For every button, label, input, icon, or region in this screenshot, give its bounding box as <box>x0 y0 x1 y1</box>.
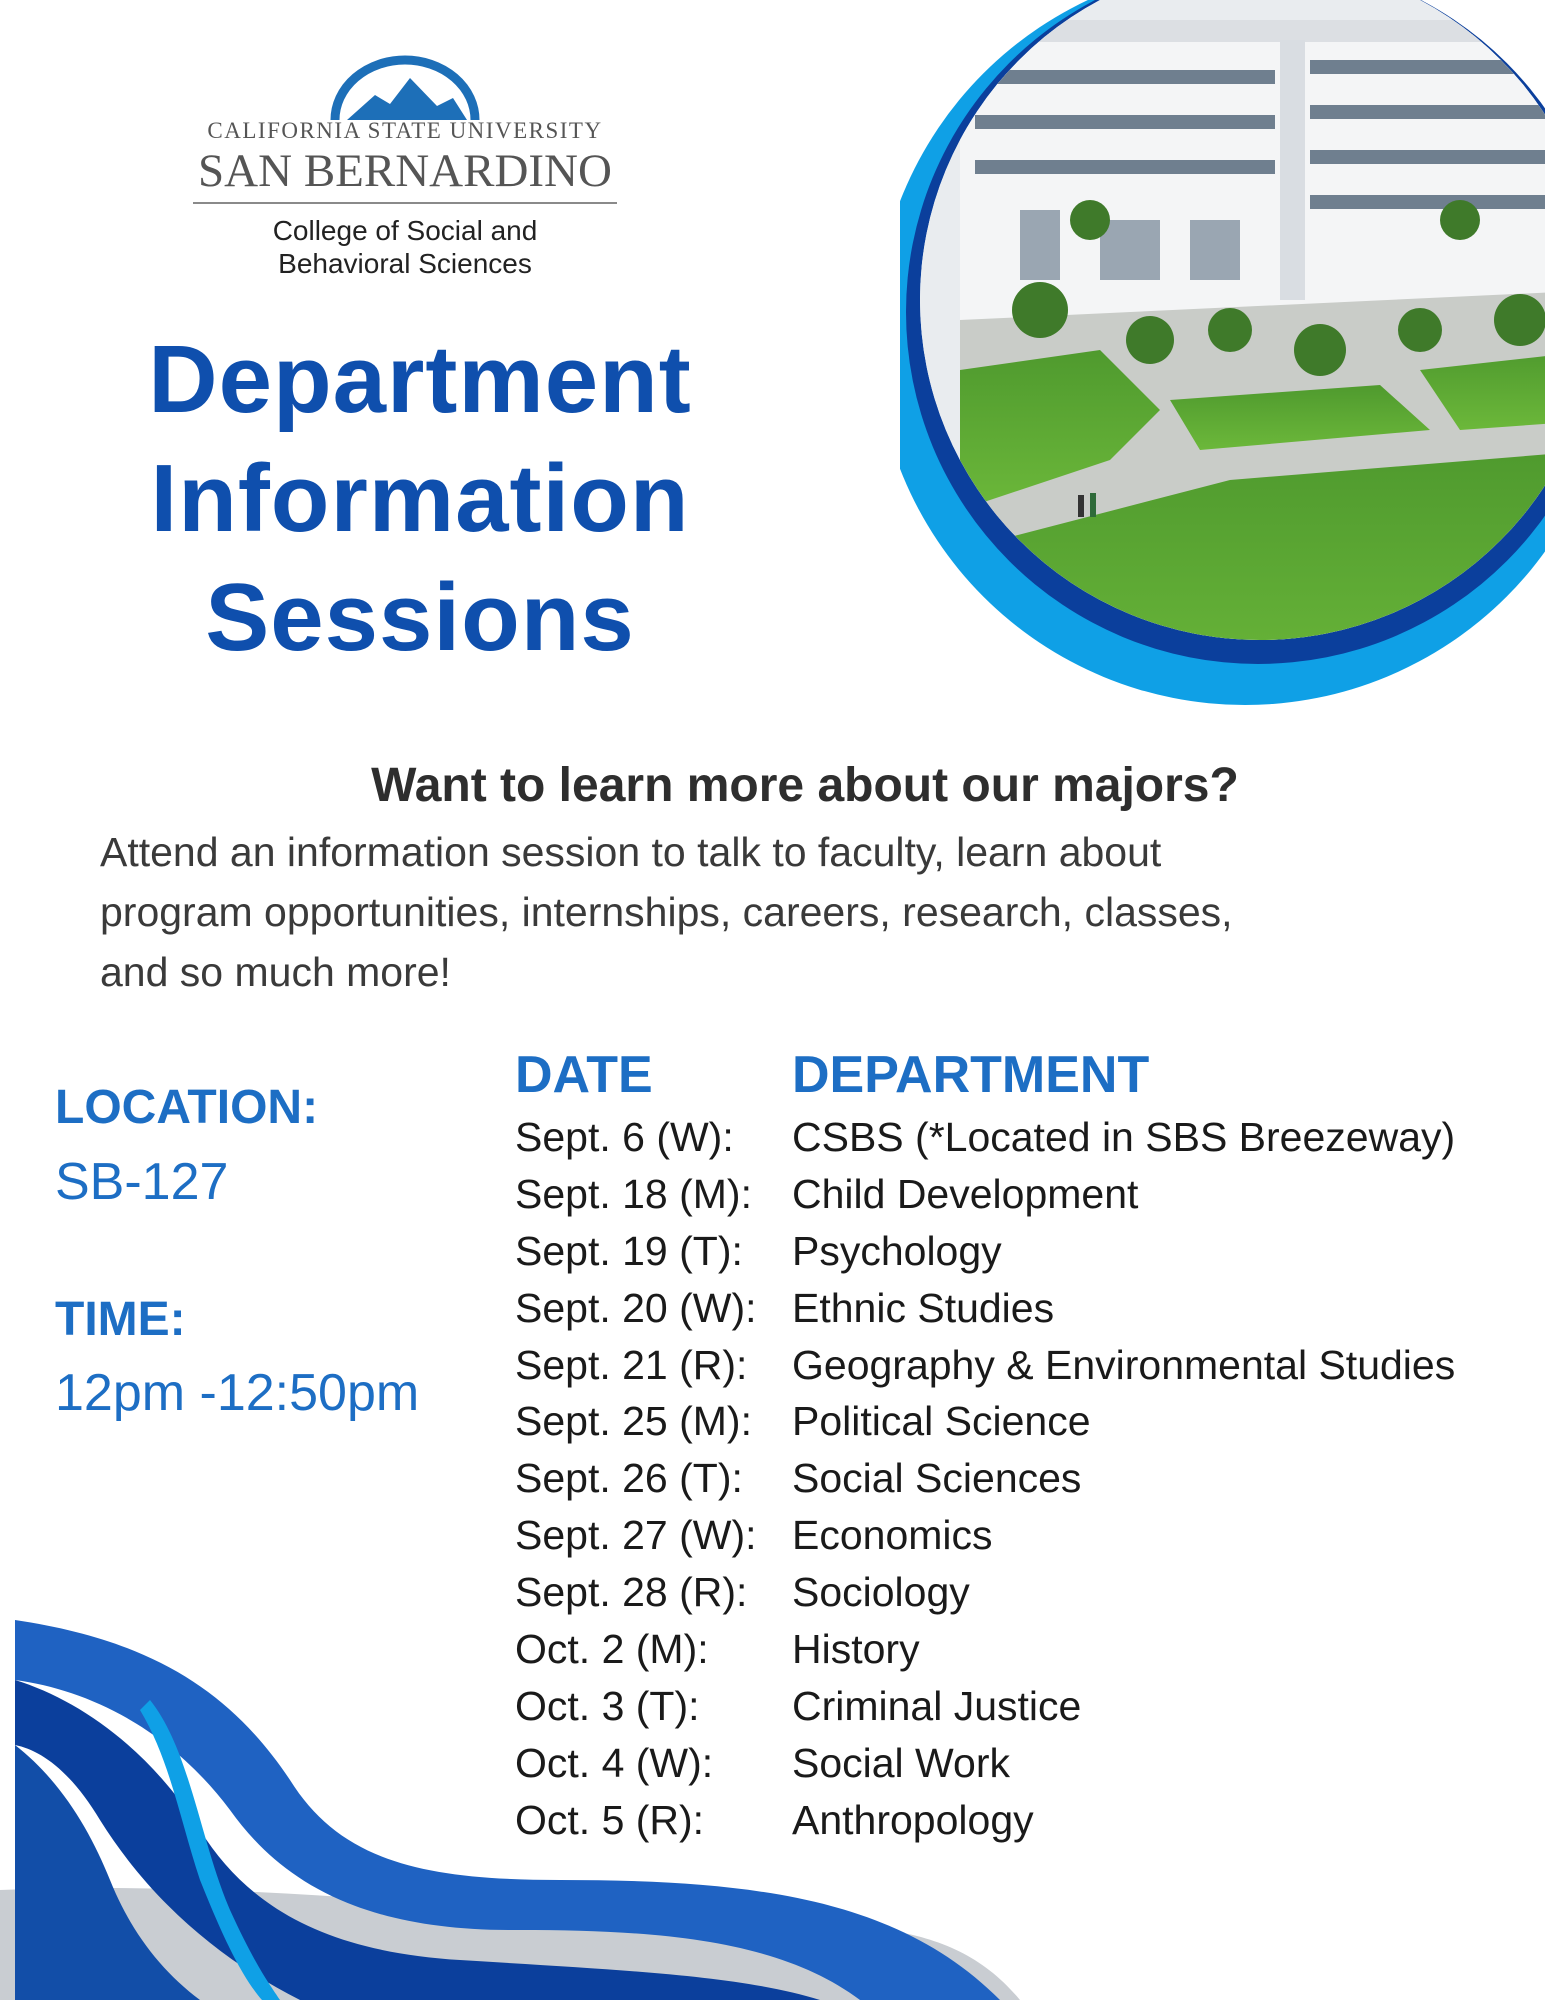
schedule-row <box>515 1450 1545 1507</box>
session-date: Sept. 21 (R): <box>515 1341 748 1388</box>
session-department: History <box>792 1626 920 1673</box>
session-department: Ethnic Studies <box>792 1284 1055 1331</box>
session-date: Sept. 18 (M): <box>515 1170 752 1217</box>
university-name: CALIFORNIA STATE UNIVERSITY <box>207 118 603 143</box>
session-department: Economics <box>792 1512 993 1559</box>
schedule-row <box>515 1337 1545 1394</box>
session-department: Sociology <box>792 1569 970 1616</box>
session-department: Political Science <box>792 1398 1091 1445</box>
schedule-row <box>515 1280 1545 1337</box>
date-column-header: DATE <box>515 1046 653 1104</box>
intro-question: Want to learn more about our majors? <box>371 759 1239 812</box>
session-department: Child Development <box>792 1170 1139 1217</box>
session-department: Social Work <box>792 1739 1010 1786</box>
schedule-row <box>515 1393 1545 1450</box>
session-department: CSBS (*Located in SBS Breezeway) <box>792 1114 1456 1160</box>
intro-line1: Attend an information session to talk to faculty, learn about <box>100 829 1162 875</box>
session-date: Sept. 20 (W): <box>515 1284 757 1331</box>
title-line3: Sessions <box>205 564 635 671</box>
session-date: Oct. 2 (M): <box>515 1626 709 1673</box>
logo-divider <box>193 202 617 204</box>
session-date: Oct. 3 (T): <box>515 1682 700 1729</box>
intro-line2: program opportunities, internships, careers, research, classes, <box>100 889 1233 935</box>
college-name-line2: Behavioral Sciences <box>278 248 532 279</box>
session-date: Oct. 4 (W): <box>515 1739 714 1786</box>
schedule-header <box>515 1045 1545 1109</box>
schedule-row <box>515 1507 1545 1564</box>
title-line1: Department <box>148 326 692 433</box>
session-department: Criminal Justice <box>792 1682 1082 1729</box>
session-date: Oct. 5 (R): <box>515 1796 705 1843</box>
session-date: Sept. 6 (W): <box>515 1114 734 1160</box>
session-date: Sept. 19 (T): <box>515 1227 743 1274</box>
university-logo <box>185 50 625 290</box>
campus-photo <box>900 0 1545 710</box>
session-date: Sept. 26 (T): <box>515 1455 743 1502</box>
session-date: Sept. 25 (M): <box>515 1398 752 1445</box>
time-label: TIME: <box>55 1293 186 1346</box>
title-line2: Information <box>150 445 690 552</box>
location-label: LOCATION: <box>55 1081 319 1134</box>
schedule-row <box>515 1166 1545 1223</box>
session-department: Anthropology <box>792 1796 1034 1843</box>
session-date: Sept. 28 (R): <box>515 1569 748 1616</box>
college-name-line1: College of Social and <box>272 215 538 246</box>
wave-decoration <box>0 1580 1545 2000</box>
intro-paragraph <box>100 822 1500 1002</box>
department-column-header: DEPARTMENT <box>792 1046 1150 1104</box>
session-department: Psychology <box>792 1227 1002 1274</box>
schedule-row <box>515 1109 1545 1166</box>
session-department: Geography & Environmental Studies <box>792 1341 1456 1388</box>
session-date: Sept. 27 (W): <box>515 1512 757 1559</box>
intro-line3: and so much more! <box>100 949 451 995</box>
page-title <box>50 320 790 677</box>
college-name <box>190 214 620 280</box>
mountain-arc-icon <box>185 50 625 120</box>
location-value: SB-127 <box>55 1153 229 1211</box>
session-department: Social Sciences <box>792 1455 1082 1502</box>
schedule-row <box>515 1223 1545 1280</box>
campus-name: SAN BERNARDINO <box>198 145 612 197</box>
time-value: 12pm -12:50pm <box>55 1364 420 1422</box>
